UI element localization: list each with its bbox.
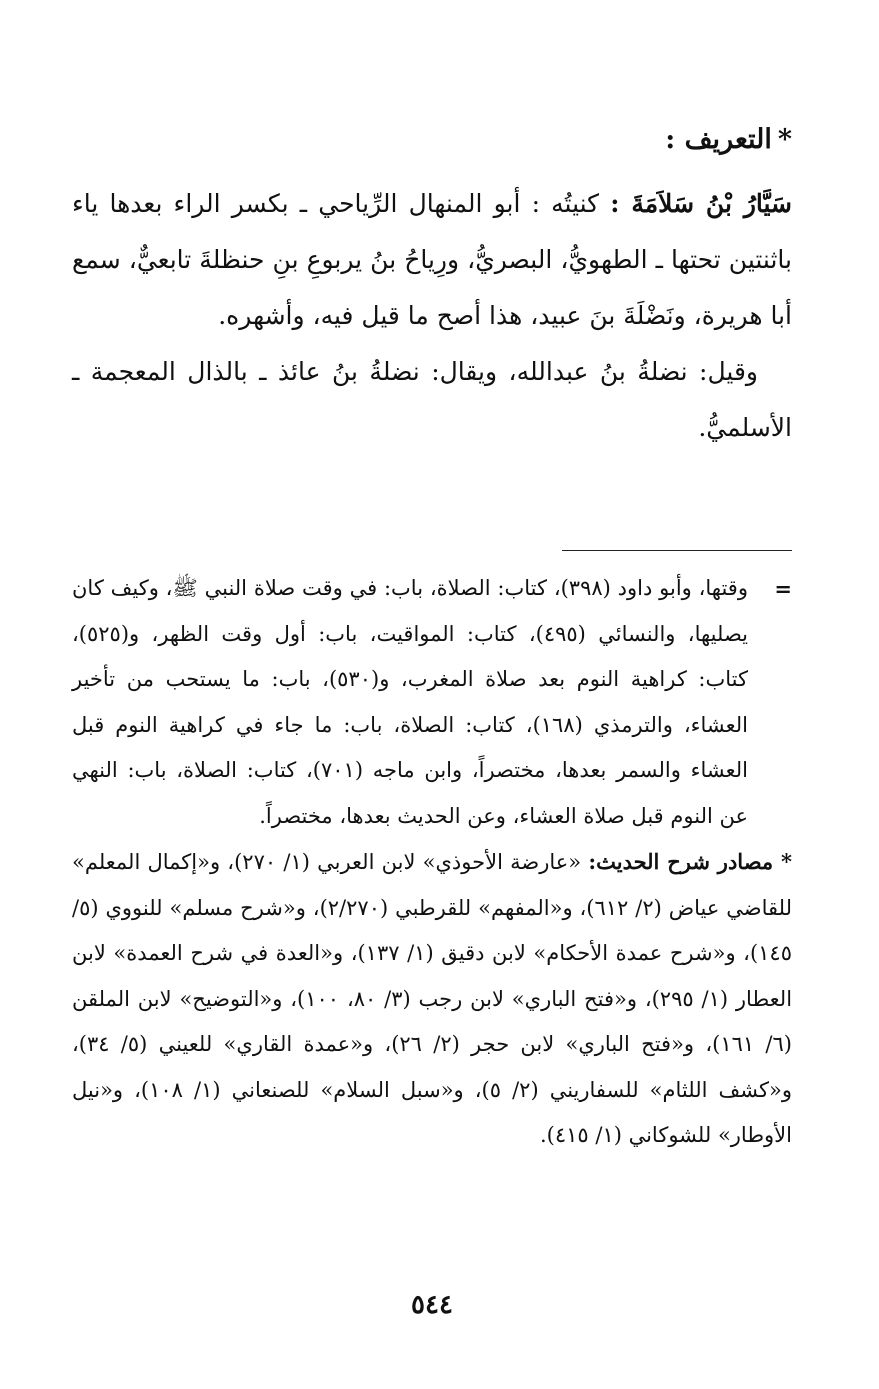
footnote-continuation xyxy=(72,566,792,839)
sources-text: «عارضة الأحوذي» لابن العربي (١/ ٢٧٠)، و«إكمال المعلم» للقاضي عياض (٢/ ٦١٢)، و«المفهم» للقرطبي (٢/٢٧٠)، و«شرح مسلم» للنووي (٥/ ١٤٥)، و«شرح عمدة الأحكام» لابن دقيق (١/ ١٣٧)، و«العدة في شرح العمدة» لابن العطار (١/ ٢٩٥)، و«فتح الباري» لابن رجب (٣/ ٨٠، ١٠٠)، و«التوضيح» لابن الملقن (٦/ ١٦١)، و«فتح الباري» لابن حجر (٢/ ٢٦)، و«عمدة القاري» للعيني (٥/ ٣٤)، و«كشف اللثام» للسفاريني (٢/ ٥)، و«سبل السلام» للصنعاني (١/ ١٠٨)، و«نيل الأوطار» للشوكاني (١/ ٤١٥). xyxy=(72,850,793,1147)
narrator-name: سَيَّارُ بْنُ سَلاَمَةَ : xyxy=(610,189,792,218)
main-text xyxy=(72,176,792,456)
page-number: ٥٤٤ xyxy=(411,1290,453,1320)
section-heading xyxy=(665,124,792,155)
continuation-mark: = xyxy=(774,576,792,601)
heading-title: التعريف : xyxy=(665,124,772,155)
main-paragraph-1 xyxy=(72,176,792,344)
footnote-divider xyxy=(562,550,792,551)
asterisk-marker: * xyxy=(777,124,792,155)
sources-label: * مصادر شرح الحديث: xyxy=(588,849,792,874)
footnote-paragraph-1: وقتها، وأبو داود (٣٩٨)، كتاب: الصلاة، باب: في وقت صلاة النبي ﷺ، وكيف كان يصليها، والنسائي (٤٩٥)، كتاب: المواقيت، باب: أول وقت الظهر، و(٥٢٥)، كتاب: كراهية النوم بعد صلاة المغرب، و(٥٣٠)، باب: ما يستحب من تأخير العشاء، والترمذي (١٦٨)، كتاب: الصلاة، باب: ما جاء في كراهية النوم قبل العشاء والسمر بعدها، مختصراً، وابن ماجه (٧٠١)، كتاب: الصلاة، باب: النهي عن النوم قبل صلاة العشاء، وعن الحديث بعدها، مختصراً. xyxy=(72,576,749,828)
sources-paragraph xyxy=(72,839,792,1159)
main-paragraph-2: وقيل: نضلةُ بنُ عبدالله، ويقال: نضلةُ بنُ عائذ ـ بالذال المعجمة ـ الأسلميُّ. xyxy=(72,357,792,442)
book-page xyxy=(72,0,792,1389)
main-paragraph-1-text: كنيتُه : أبو المنهال الرِّياحي ـ بكسر الراء بعدها ياء باثنتين تحتها ـ الطهويُّ، البصريُّ، ورِياحُ بنُ يربوعِ بنِ حنظلةَ تابعيٌّ، سمع أبا هريرة، ونَضْلَةَ بنَ عبيد، هذا أصح ما قيل فيه، وأشهره. xyxy=(72,189,792,330)
footnotes xyxy=(72,566,792,1159)
